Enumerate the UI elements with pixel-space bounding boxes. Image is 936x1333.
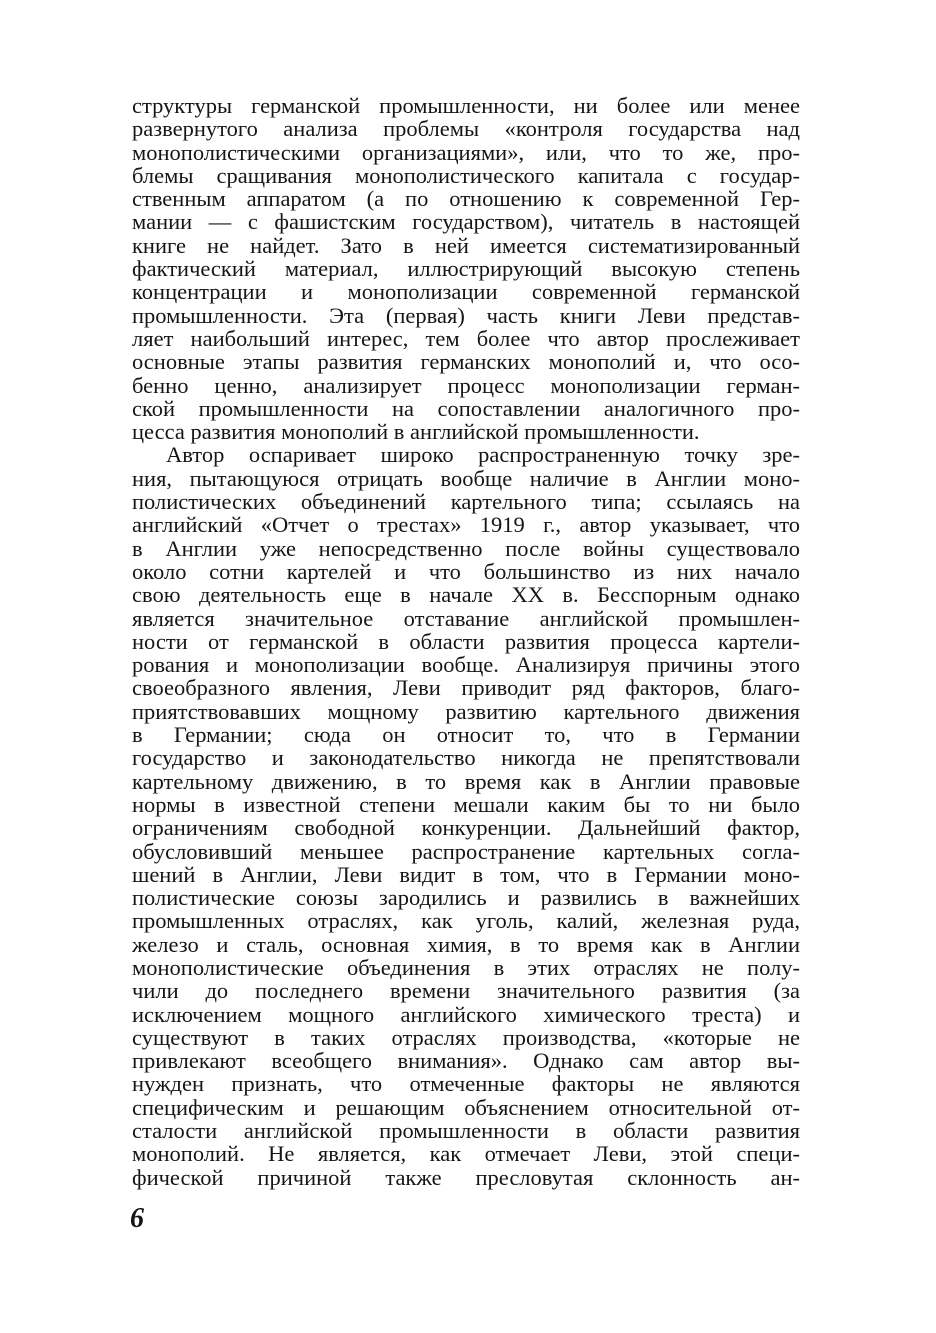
text-line: основные этапы развития германских монополий и, что осо- [132,349,800,375]
text-line: привлекают всеобщего внимания». Однако сам автор вы- [132,1048,800,1074]
text-line: ской промышленности на сопоставлении аналогичного про- [132,395,800,421]
text-line: цесса развития монополий в английской промышленности. [132,419,700,445]
text-line: рования и монополизации вообще. Анализируя причины этого [132,652,800,678]
text-line: приятствовавших мощному развитию картельного движения [132,698,800,724]
text-line: чили до последнего времени значительного развития (за [132,978,800,1004]
text-line: существуют в таких отраслях производства, «которые не [132,1024,800,1050]
text-line: государство и законодательство никогда не препятствовали [132,745,800,771]
text-line: ственным аппаратом (а по отношению к современной Гер- [132,186,800,212]
text-line: картельному движению, в то время как в Англии правовые [132,768,800,794]
text-line: сталости английской промышленности в области развития [132,1118,800,1144]
text-line: блемы сращивания монополистического капитала с государ- [132,162,800,188]
text-line: бенно ценно, анализирует процесс монополизации герман- [132,372,800,398]
text-line: ограничениям свободной конкуренции. Дальнейший фактор, [132,815,800,841]
text-line: специфическим и решающим объяснением относительной от- [132,1094,800,1120]
text-line: мании — с фашистским государством), читатель в настоящей [132,209,800,235]
text-line: свою деятельность еще в начале XX в. Бесспорным однако [132,582,800,608]
text-line: своеобразного явления, Леви приводит ряд факторов, благо- [132,675,800,701]
text-line: в Германии; сюда он относит то, что в Германии [132,722,800,748]
text-line: английский «Отчет о трестах» 1919 г., автор указывает, что [132,512,800,538]
text-line: железо и сталь, основная химия, в то время как в Англии [132,931,800,957]
text-line: структуры германской промышленности, ни более или менее [132,93,800,118]
text-line: около сотни картелей и что большинство из них начало [132,558,800,584]
text-line: ности от германской в области развития процесса картели- [132,628,800,654]
text-line: в Англии уже непосредственно после войны существовало [132,535,800,561]
text-line: фической причиной также пресловутая склонность ан- [132,1164,800,1190]
text-line: обусловивший меньшее распространение картельных согла- [132,838,800,864]
text-line: монополистические объединения в этих отраслях не полу- [132,954,800,980]
text-line: ляет наибольший интерес, тем более что автор прослеживает [132,325,800,351]
text-line: Автор оспаривает широко распространенную точку зре- [166,442,800,468]
paragraph-2 [132,443,800,1189]
text-line: является значительное отставание английской промышлен- [132,605,800,631]
paragraph-1 [132,94,800,443]
body-text [132,94,800,1189]
text-line: ния, пытающуюся отрицать вообще наличие в Англии моно- [132,465,800,491]
text-line: полистические союзы зародились и развились в важнейших [132,885,800,911]
text-line: книге не найдет. Зато в ней имеется систематизированный [132,232,800,258]
text-line: полистических объединений картельного типа; ссылаясь на [132,489,800,515]
text-line: промышленных отраслях, как уголь, калий, железная руда, [132,908,800,934]
text-line: шений в Англии, Леви видит в том, что в Германии моно- [132,861,800,887]
page-number: 6 [130,1203,144,1234]
text-line: фактический материал, иллюстрирующий высокую степень [132,256,800,282]
text-line: развернутого анализа проблемы «контроля государства над [132,116,800,142]
text-line: монополистическими организациями», или, что то же, про- [132,139,800,165]
text-line: промышленности. Эта (первая) часть книги Леви представ- [132,302,800,328]
text-line: монополий. Не является, как отмечает Леви, этой специ- [132,1141,800,1167]
text-line: концентрации и монополизации современной германской [132,279,800,305]
text-line: нормы в известной степени мешали каким бы то ни было [132,791,800,817]
text-line: нужден признать, что отмеченные факторы не являются [132,1071,800,1097]
text-line: исключением мощного английского химического треста) и [132,1001,800,1027]
